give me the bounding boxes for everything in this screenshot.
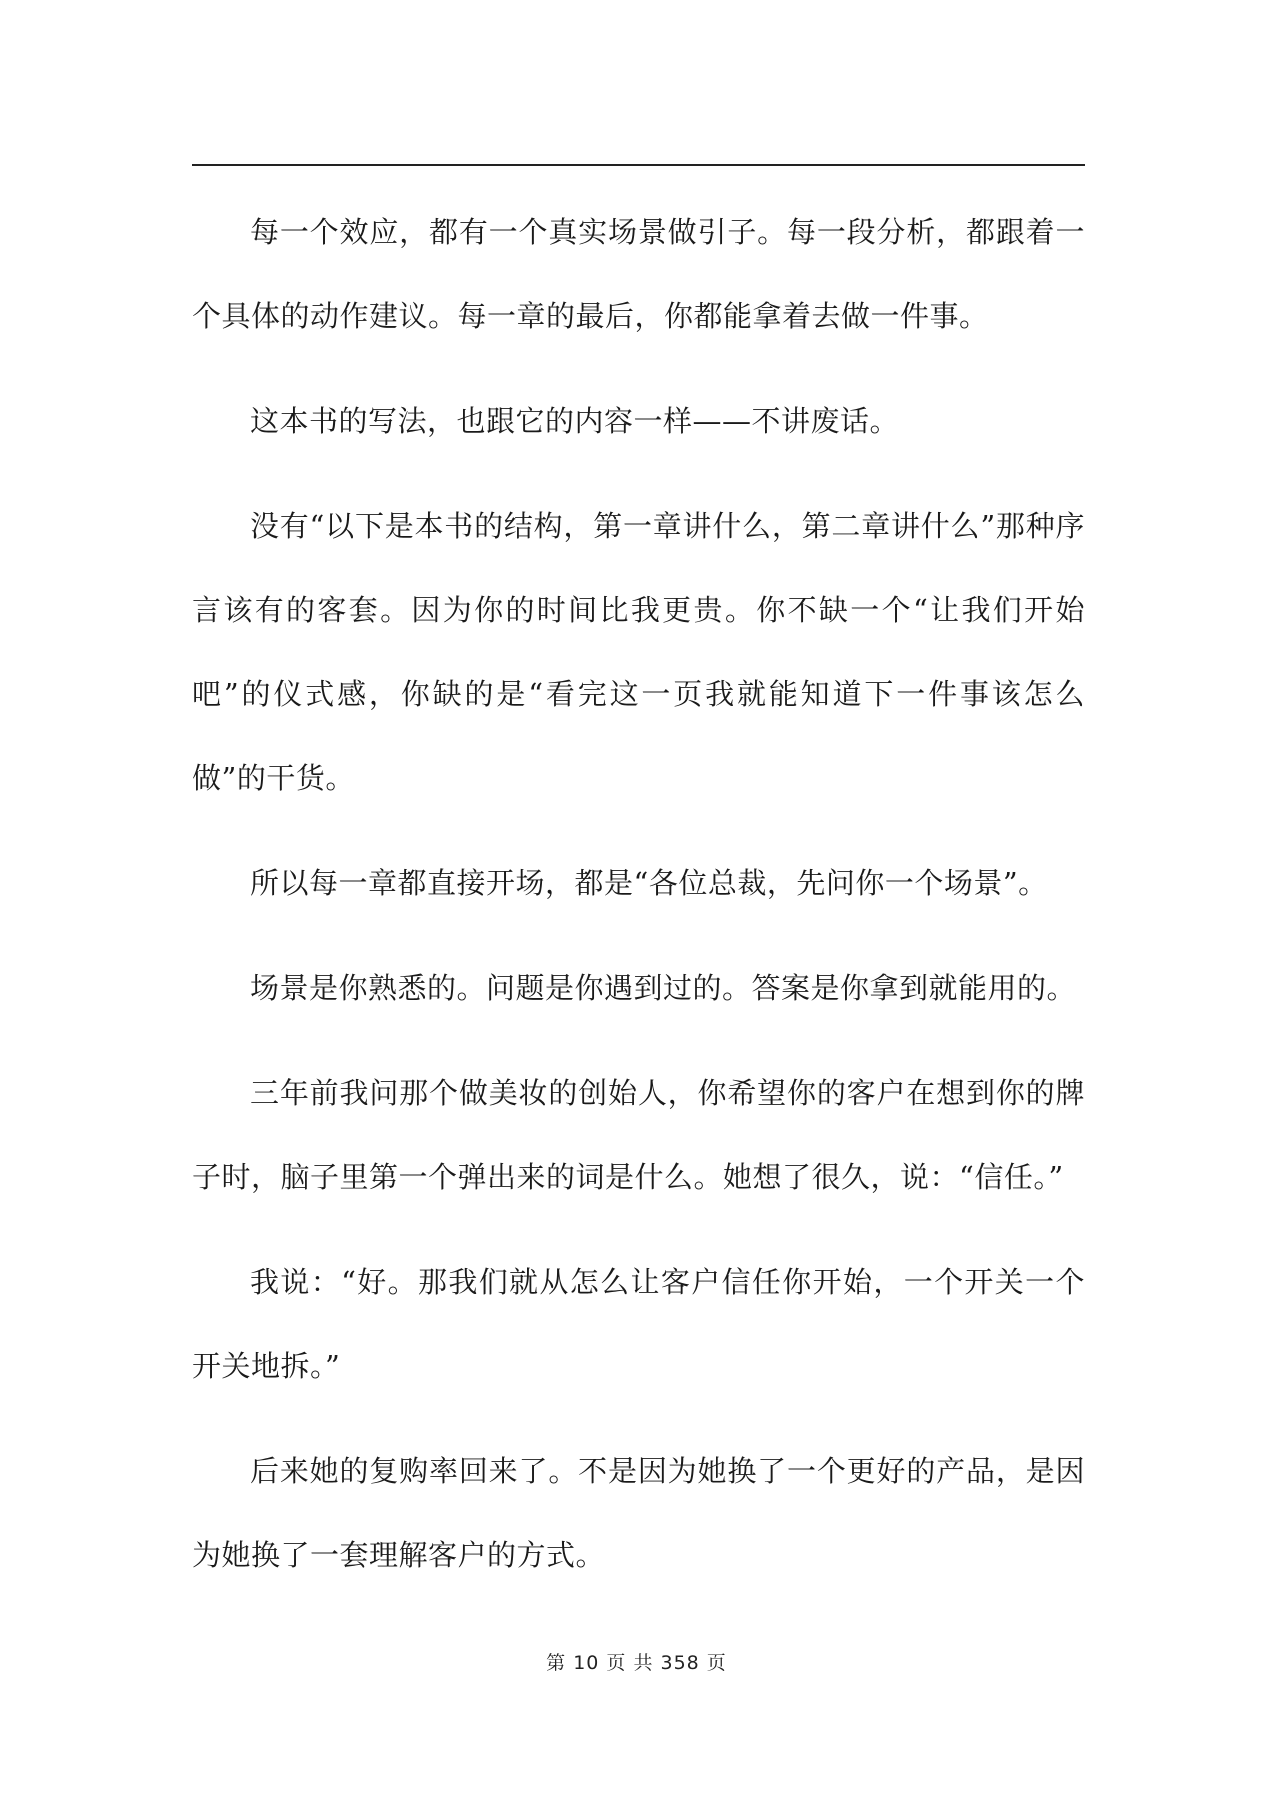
paragraph: 所以每一章都直接开场，都是“各位总裁，先问你一个场景”。 — [250, 866, 1048, 900]
paragraph: 三年前我问那个做美妆的创始人，你希望你的客户在想到你的牌子时，脑子里第一个弹出来的词是什么。她想了很久，说：“信任。” — [192, 1076, 1085, 1194]
page-number-label: 第 10 页 共 358 页 — [546, 1652, 727, 1674]
paragraph: 场景是你熟悉的。问题是你遇到过的。答案是你拿到就能用的。 — [250, 971, 1077, 1005]
paragraph: 这本书的写法，也跟它的内容一样——不讲废话。 — [250, 404, 900, 438]
paragraph: 后来她的复购率回来了。不是因为她换了一个更好的产品，是因为她换了一套理解客户的方式。 — [192, 1454, 1085, 1572]
header-rule — [192, 164, 1085, 166]
paragraph: 没有“以下是本书的结构，第一章讲什么，第二章讲什么”那种序言该有的客套。因为你的时间比我更贵。你不缺一个“让我们开始吧”的仪式感，你缺的是“看完这一页我就能知道下一件事该怎么做”的干货。 — [192, 509, 1085, 795]
page-number-footer — [0, 1648, 1273, 1675]
paragraph: 每一个效应，都有一个真实场景做引子。每一段分析，都跟着一个具体的动作建议。每一章的最后，你都能拿着去做一件事。 — [192, 215, 1085, 333]
body-text — [192, 190, 1085, 1618]
paragraph: 我说：“好。那我们就从怎么让客户信任你开始，一个开关一个开关地拆。” — [192, 1265, 1085, 1383]
